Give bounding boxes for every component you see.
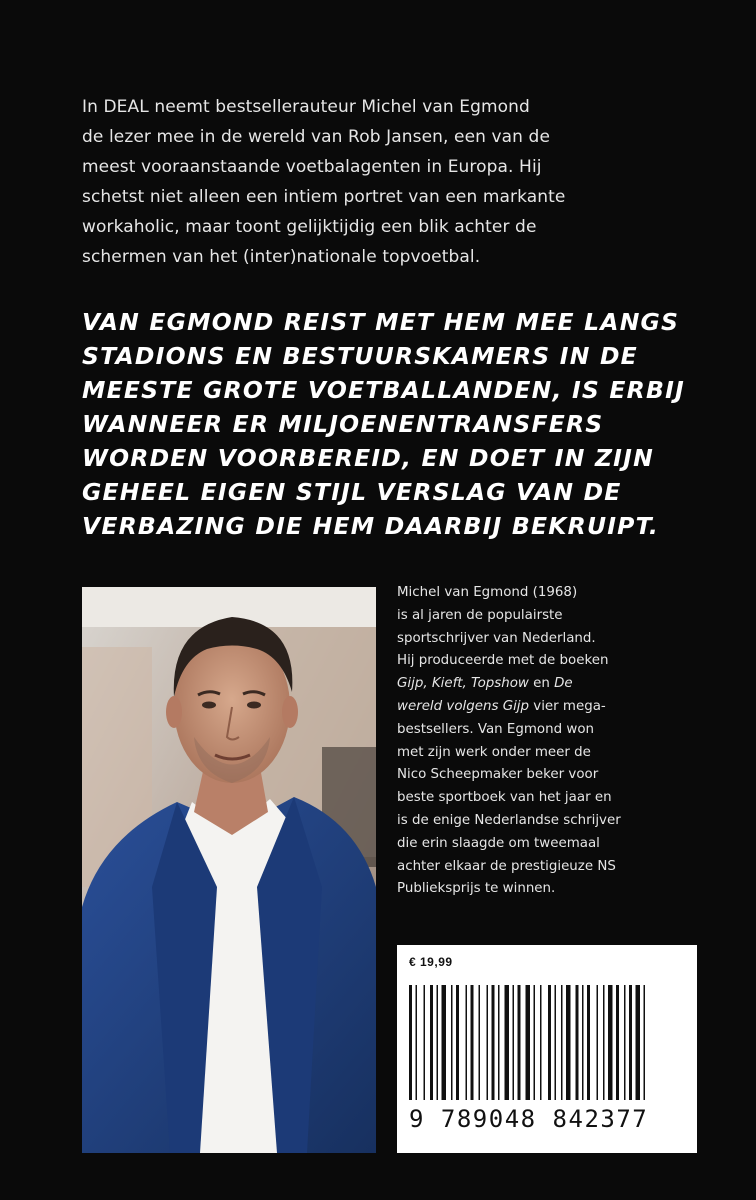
blurb-line: schermen van het (inter)nationale topvoetbal. xyxy=(82,247,481,267)
bio-line: Nico Scheepmaker beker voor xyxy=(397,767,599,783)
blurb-line: meest vooraanstaande voetbalagenten in Europa. Hij xyxy=(82,157,542,177)
bio-line: achter elkaar de prestigieuze NS xyxy=(397,858,616,874)
blurb-line: In DEAL neemt bestsellerauteur Michel van Egmond xyxy=(82,97,530,117)
book-title: wereld volgens Gijp xyxy=(397,698,530,714)
blurb-line: schetst niet alleen een intiem portret van een markante xyxy=(82,187,566,207)
bio-line xyxy=(397,673,697,696)
blurb-paragraph xyxy=(82,92,702,272)
blurb-line: de lezer mee in de wereld van Rob Jansen, een van de xyxy=(82,127,551,147)
quote-line: VAN EGMOND REIST MET HEM MEE LANGS xyxy=(82,308,680,336)
quote-line: VERBAZING DIE HEM DAARBIJ BEKRUIPT. xyxy=(82,512,659,540)
quote-line: MEESTE GROTE VOETBALLANDEN, IS ERBIJ xyxy=(82,376,685,404)
book-title: De xyxy=(554,676,573,692)
author-bio xyxy=(397,582,697,901)
bio-line: Hij produceerde met de boeken xyxy=(397,653,609,669)
bio-line: is al jaren de populairste xyxy=(397,607,563,623)
bio-line: bestsellers. Van Egmond won xyxy=(397,721,594,737)
bio-line: met zijn werk onder meer de xyxy=(397,744,591,760)
quote-line: WORDEN VOORBEREID, EN DOET IN ZIJN xyxy=(82,444,654,472)
isbn-number: 9 789048 842377 xyxy=(409,1105,649,1133)
barcode-bars xyxy=(407,985,687,1100)
author-photo xyxy=(82,587,376,1153)
book-titles: Gijp, Kieft, Topshow xyxy=(397,676,529,692)
bio-line: Michel van Egmond (1968) xyxy=(397,585,578,600)
bio-text: en xyxy=(528,676,555,692)
pull-quote xyxy=(82,305,722,543)
bio-text: vier mega- xyxy=(529,698,606,714)
bio-line: beste sportboek van het jaar en xyxy=(397,790,612,806)
bio-line: is de enige Nederlandse schrijver xyxy=(397,812,621,828)
bio-line xyxy=(397,696,697,719)
quote-line: GEHEEL EIGEN STIJL VERSLAG VAN DE xyxy=(82,478,622,506)
quote-line: STADIONS EN BESTUURSKAMERS IN DE xyxy=(82,342,638,370)
barcode-label xyxy=(397,945,697,1153)
blurb-line: workaholic, maar toont gelijktijdig een blik achter de xyxy=(82,217,537,237)
price-label: € 19,99 xyxy=(409,955,453,969)
bio-line: sportschrijver van Nederland. xyxy=(397,630,596,646)
quote-line: WANNEER ER MILJOENENTRANSFERS xyxy=(82,410,604,438)
bio-line: Publieksprijs te winnen. xyxy=(397,881,556,897)
bio-line: die erin slaagde om tweemaal xyxy=(397,835,600,851)
